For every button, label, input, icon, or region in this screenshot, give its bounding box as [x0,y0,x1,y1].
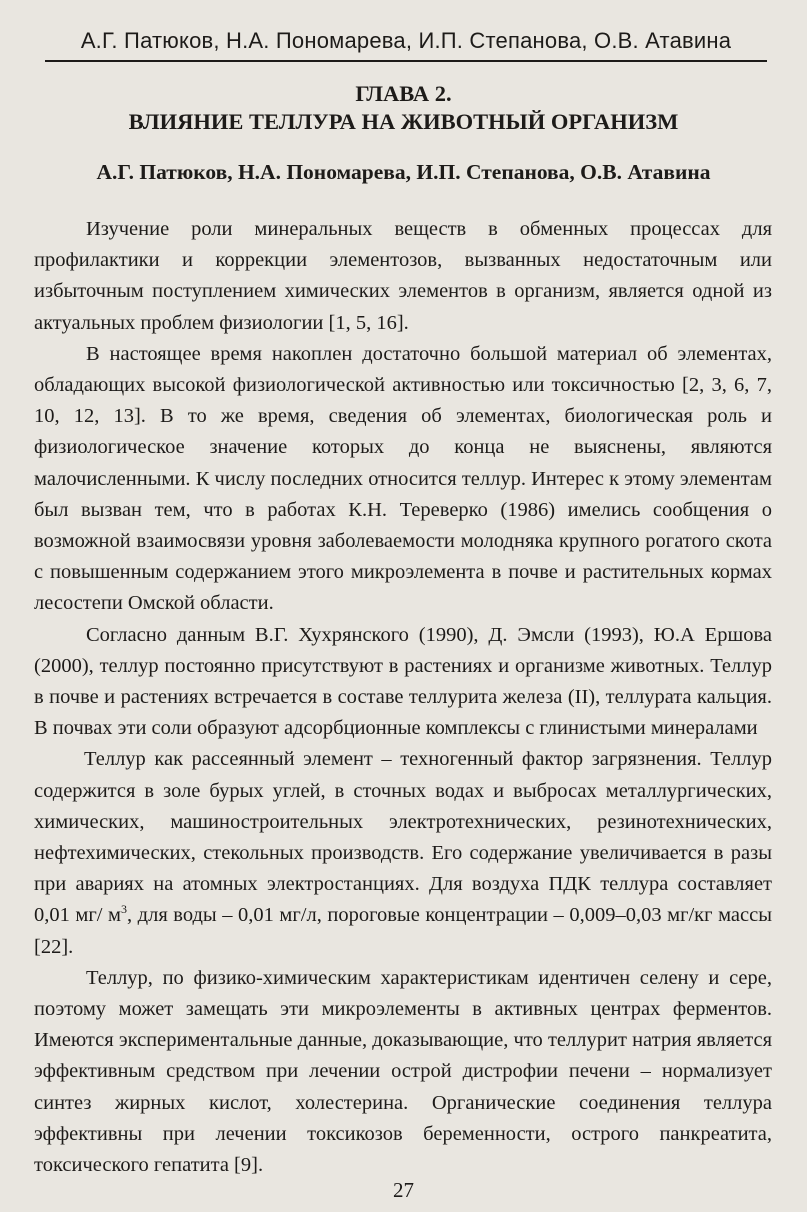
page-number: 27 [393,1178,414,1202]
paragraph [34,744,772,962]
superscript: 3 [121,902,127,917]
chapter-heading [40,80,767,136]
chapter-authors: А.Г. Патюков, Н.А. Пономарева, И.П. Степанова, О.В. Атавина [96,160,711,184]
chapter-title: ВЛИЯНИЕ ТЕЛЛУРА НА ЖИВОТНЫЙ ОРГАНИЗМ [128,109,679,134]
paragraph-text: , для воды – 0,01 мг/л, пороговые концентрации – 0,009–0,03 мг/кг массы [22]. [34,904,772,958]
paragraph: Согласно данным В.Г. Хухрянского (1990), Д. Эмсли (1993), Ю.А Ершова (2000), теллур постоянно присутствуют в растениях и организме животных. Теллур в почве и растениях встречается в составе теллурита железа (II), теллурата кальция. В почвах эти соли образуют адсорбционные комплексы с глинистыми минералами [34,623,772,740]
paragraph-text: Теллур как рассеянный элемент – техногенный фактор загрязнения. Теллур содержится в золе бурых углей, в сточных водах и выбросах металлургических, химических, машиностроительных электротехнических, резинотехнических, нефтехимических, стекольных производств. Его содержание увеличивается в разы при авариях на атомных электростанциях. Для воздуха ПДК теллура составляет 0,01 мг/ м [34,748,772,927]
paragraph: Изучение роли минеральных веществ в обменных процессах для профилактики и коррекции элементозов, вызванных недостаточным или избыточным поступлением химических элементов в организм, является одной из актуальных проблем физиологии [1, 5, 16]. [34,218,772,334]
chapter-body [34,214,772,1181]
running-head: А.Г. Патюков, Н.А. Пономарева, И.П. Степанова, О.В. Атавина [45,28,767,62]
paragraph: Теллур, по физико-химическим характеристикам идентичен селену и сере, поэтому может замещать эти микроэлементы в активных центрах ферментов. Имеются экспериментальные данные, доказывающие, что теллурит натрия является эффективным средством при лечении острой дистрофии печени – нормализует синтез жирных кислот, холестерина. Органические соединения теллура эффективны при лечении токсикозов беременности, острого панкреатита, токсического гепатита [9]. [34,966,772,1177]
chapter-number: ГЛАВА 2. [355,81,452,106]
paragraph: В настоящее время накоплен достаточно большой материал об элементах, обладающих высокой физиологической активностью или токсичностью [2, 3, 6, 7, 10, 12, 13]. В то же время, сведения об элементах, биологическая роль и физиологическое значение которых до конца не выяснены, являются малочисленными. К числу последних относится теллур. Интерес к этому элементам был вызван тем, что в работах К.Н. Тереверко (1986) имелись сообщения о возможной взаимосвязи уровня заболеваемости молодняка крупного рогатого скота с повышенным содержанием этого микроэлемента в почве и растительных кормах лесостепи Омской области. [34,342,772,615]
